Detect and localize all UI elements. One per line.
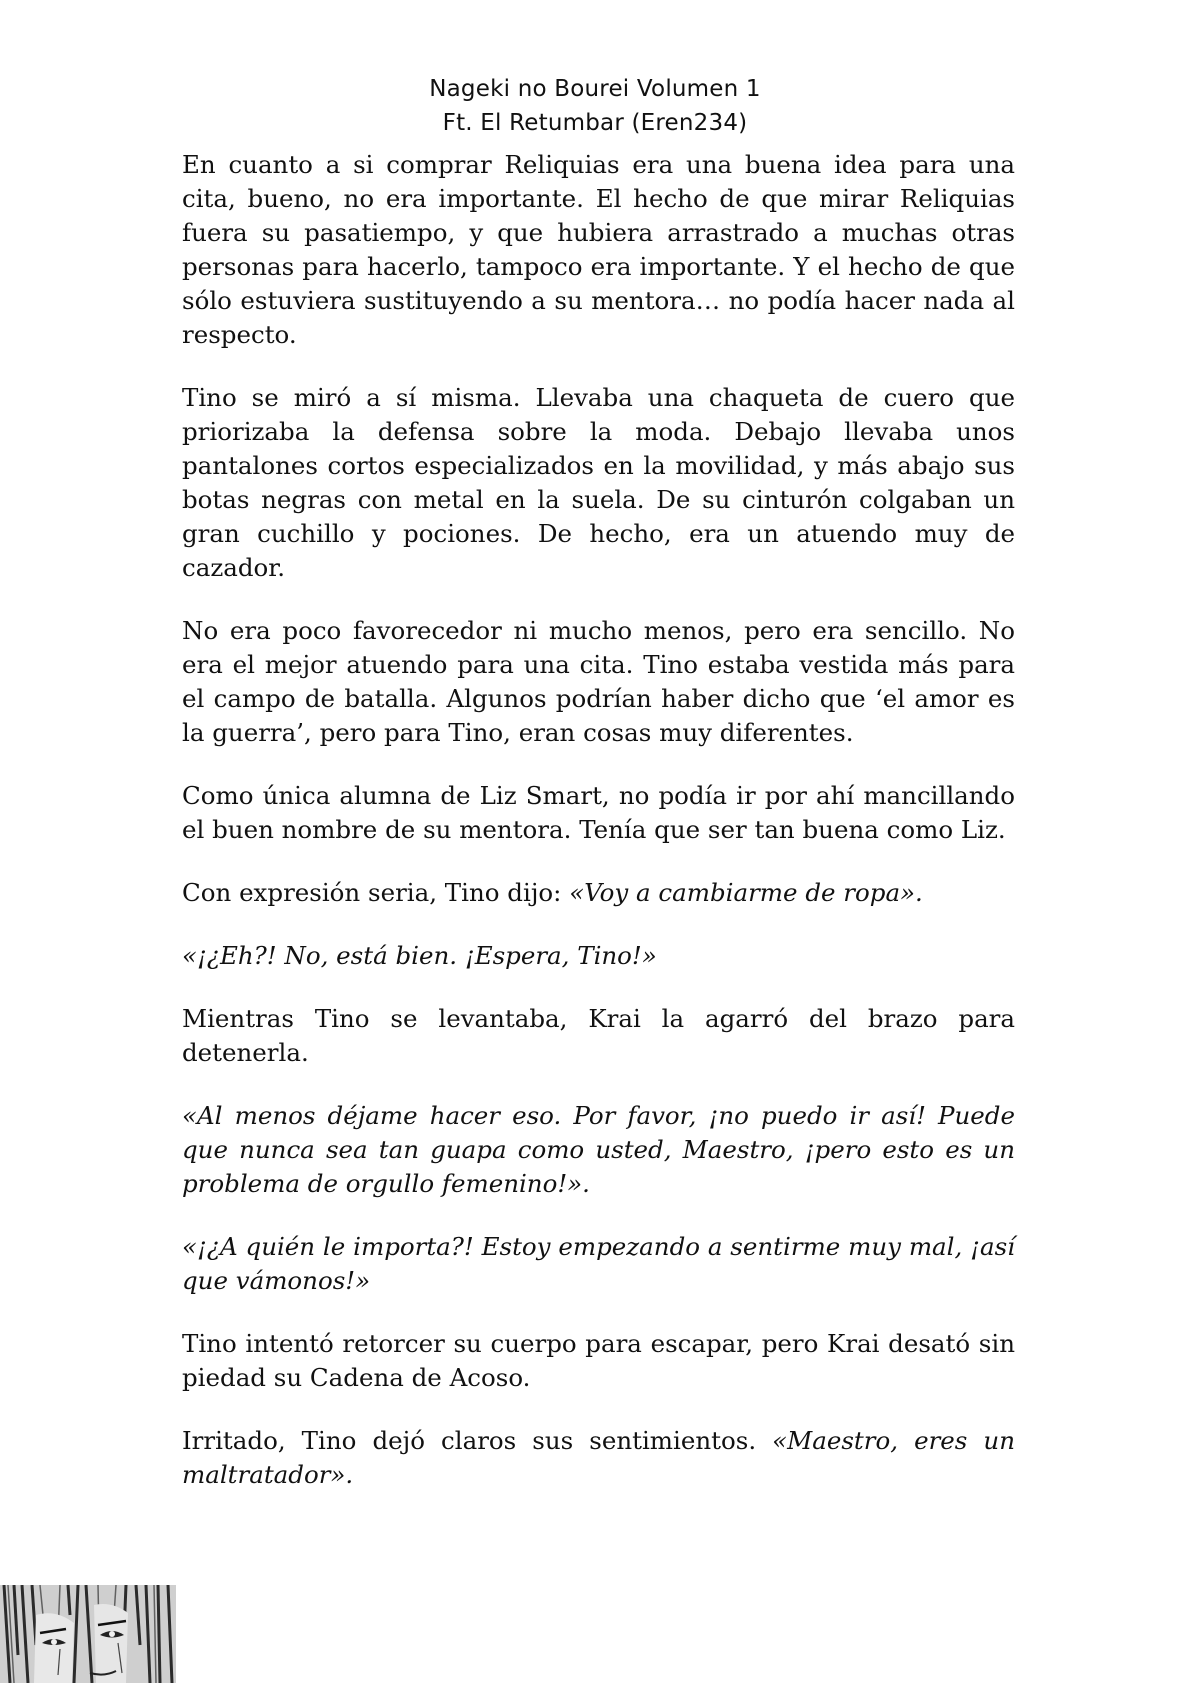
portrait-drawing <box>0 1585 176 1683</box>
paragraph-5 <box>182 876 1015 910</box>
paragraph-3: No era poco favorecedor ni mucho menos, pero era sencillo. No era el mejor atuendo para una cita. Tino estaba vestida más para el campo de batalla. Algunos podrían haber dicho que ‘el amor es la guerra’, pero para Tino, eran cosas muy diferentes. <box>182 616 1015 747</box>
paragraph-5-quote: «Voy a cambiarme de ropa». <box>569 878 923 907</box>
page-header <box>0 72 1190 140</box>
body-text <box>182 148 1015 1492</box>
paragraph-1: En cuanto a si comprar Reliquias era una buena idea para una cita, bueno, no era importante. El hecho de que mirar Reliquias fuera su pasatiempo, y que hubiera arrastrado a muchas otras personas para hacerlo, tampoco era importante. Y el hecho de que sólo estuviera sustituyendo a su mentora… no podía hacer nada al respecto. <box>182 150 1015 349</box>
paragraph-11-lead: Irritado, Tino dejó claros sus sentimientos. <box>182 1426 773 1455</box>
paragraph-10: Tino intentó retorcer su cuerpo para escapar, pero Krai desató sin piedad su Cadena de Acoso. <box>182 1329 1015 1392</box>
paragraph-2: Tino se miró a sí misma. Llevaba una chaqueta de cuero que priorizaba la defensa sobre la moda. Debajo llevaba unos pantalones cortos especializados en la movilidad, y más abajo sus botas negras con metal en la suela. De su cinturón colgaban un gran cuchillo y pociones. De hecho, era un atuendo muy de cazador. <box>182 383 1015 582</box>
header-subtitle: Ft. El Retumbar (Eren234) <box>442 110 748 136</box>
paragraph-11 <box>182 1424 1015 1492</box>
paragraph-7: Mientras Tino se levantaba, Krai la agarró del brazo para detenerla. <box>182 1004 1015 1067</box>
paragraph-8: «Al menos déjame hacer eso. Por favor, ¡no puedo ir así! Puede que nunca sea tan guapa como usted, Maestro, ¡pero esto es un problema de orgullo femenino!». <box>182 1101 1015 1198</box>
header-title: Nageki no Bourei Volumen 1 <box>429 76 761 102</box>
character-portrait-icon <box>0 1585 176 1683</box>
paragraph-5-lead: Con expresión seria, Tino dijo: <box>182 878 570 907</box>
paragraph-11-quote: «Maestro, eres un maltratador». <box>182 1426 1015 1489</box>
paragraph-6: «¡¿Eh?! No, está bien. ¡Espera, Tino!» <box>182 941 657 970</box>
paragraph-4: Como única alumna de Liz Smart, no podía ir por ahí mancillando el buen nombre de su mentora. Tenía que ser tan buena como Liz. <box>182 781 1015 844</box>
paragraph-9: «¡¿A quién le importa?! Estoy empezando a sentirme muy mal, ¡así que vámonos!» <box>182 1232 1015 1295</box>
